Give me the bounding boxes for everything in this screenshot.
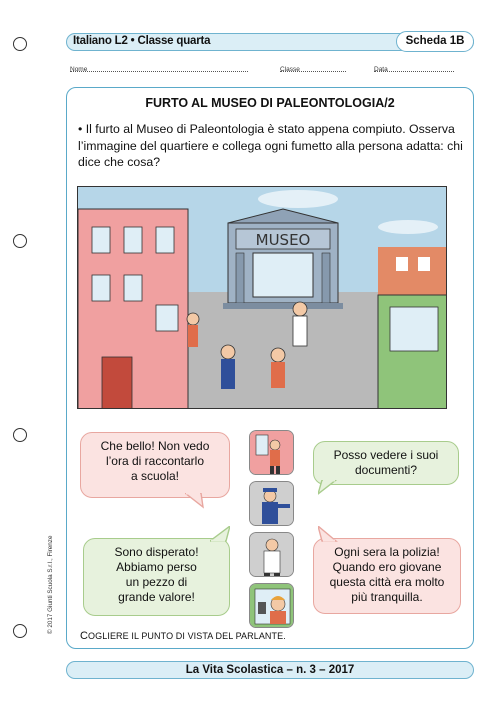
bubble-tail	[210, 526, 230, 542]
copyright-note: © 2017 Giunti Scuola S.r.l., Firenze	[47, 535, 54, 634]
name-field[interactable]	[70, 66, 248, 72]
date-field[interactable]	[374, 66, 454, 72]
character-thumb-museum-director[interactable]	[249, 532, 294, 577]
bubble-4-line: Quando ero giovane	[332, 560, 442, 574]
bubble-3-line: un pezzo di	[125, 575, 188, 589]
bubble-tail	[318, 526, 338, 542]
bubble-4-line: più tranquilla.	[351, 590, 423, 604]
scene-drawing	[78, 187, 447, 409]
sheet-badge: Scheda 1B	[396, 31, 474, 52]
class-label: Classe	[280, 66, 300, 73]
character-thumb-child-balcony[interactable]	[249, 430, 294, 475]
class-field[interactable]	[280, 66, 346, 72]
speech-bubble-3	[83, 538, 230, 616]
footer-bar: La Vita Scolastica – n. 3 – 2017	[66, 661, 474, 679]
bubble-tail	[185, 493, 205, 509]
bubble-1-line: a scuola!	[130, 469, 180, 483]
speech-bubble-2	[313, 441, 459, 485]
speech-bubble-1	[80, 432, 230, 498]
neighborhood-illustration	[77, 186, 447, 409]
bubble-2-line: documenti?	[354, 463, 418, 477]
bubble-1-line: Che bello! Non vedo	[100, 439, 210, 453]
director-icon	[250, 533, 294, 577]
binder-hole-1	[13, 37, 27, 51]
binder-hole-3	[13, 428, 27, 442]
binder-hole-4	[13, 624, 27, 638]
exercise-instruction: • Il furto al Museo di Paleontologia è stato appena compiuto. Osserva l’immagine del quartiere e collega ogni fumetto alla persona adatta: chi dice che cosa?	[78, 122, 463, 169]
bubble-3-line: Abbiamo perso	[116, 560, 197, 574]
header-subject: Italiano L2 • Classe quarta	[73, 35, 211, 47]
name-label: Nome	[70, 66, 88, 73]
bubble-4-line: Ogni sera la polizia!	[334, 545, 440, 559]
old-man-icon	[250, 584, 294, 628]
date-label: Data	[374, 66, 388, 73]
character-thumb-policeman[interactable]	[249, 481, 294, 526]
skill-footnote: COGLIERE IL PUNTO DI VISTA DEL PARLANTE.	[80, 630, 286, 642]
bubble-1-line: l’ora di raccontarlo	[105, 454, 205, 468]
bubble-tail	[318, 480, 338, 496]
bubble-2-line: Posso vedere i suoi	[333, 448, 439, 462]
child-icon	[250, 431, 294, 475]
policeman-icon	[250, 482, 294, 526]
bubble-3-line: Sono disperato!	[114, 545, 199, 559]
speech-bubble-4	[313, 538, 461, 614]
character-thumb-old-man-window[interactable]	[249, 583, 294, 628]
bubble-3-line: grande valore!	[118, 590, 195, 604]
bubble-4-line: questa città era molto	[329, 575, 445, 589]
museum-sign: MUSEO	[255, 231, 311, 249]
exercise-title: FURTO AL MUSEO DI PALEONTOLOGIA/2	[145, 96, 395, 110]
binder-hole-2	[13, 234, 27, 248]
